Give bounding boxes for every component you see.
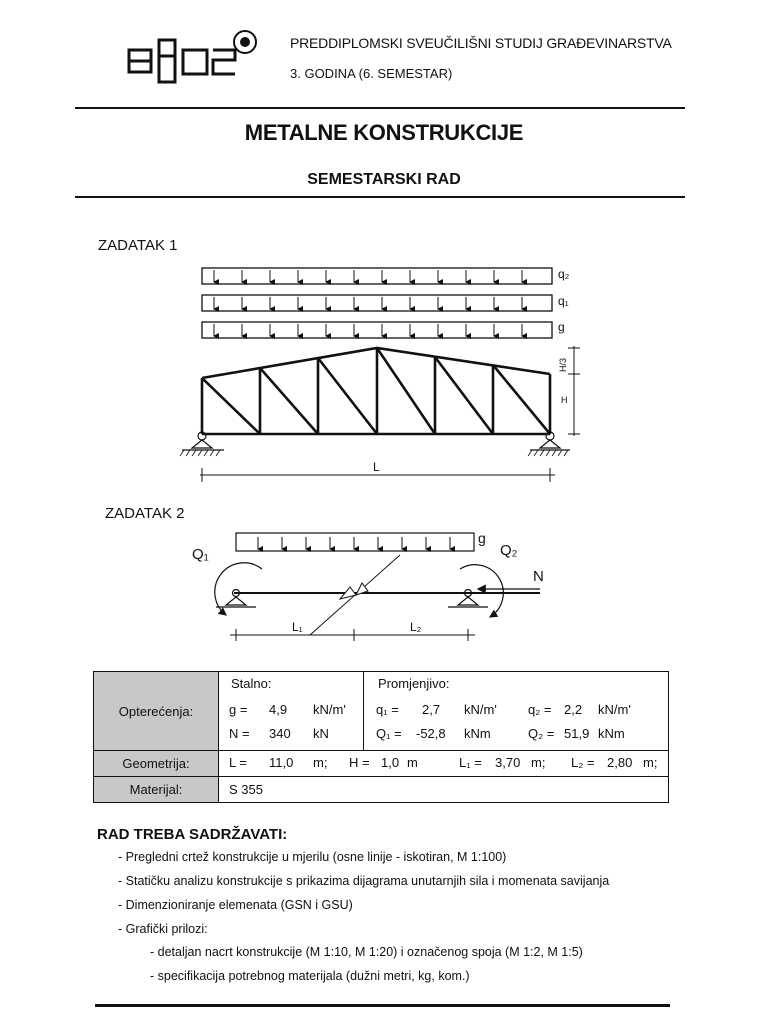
requirement-item: - Grafički prilozi: xyxy=(118,922,208,936)
H-value: 1,0 xyxy=(381,755,400,770)
permanent-label: Stalno: xyxy=(231,676,272,691)
Q1-value: -52,8 xyxy=(416,726,446,741)
L2-label: L₂ = xyxy=(571,755,595,770)
L2-unit: m; xyxy=(643,755,658,770)
variable-loads-cell xyxy=(364,672,669,751)
Q2-value: 51,9 xyxy=(564,726,590,741)
L1-unit: m; xyxy=(531,755,546,770)
load-label-q2: q₂ xyxy=(558,267,570,281)
q1-label: q₁ = xyxy=(376,702,399,717)
q1-unit: kN/m' xyxy=(464,702,497,717)
H-unit: m xyxy=(407,755,418,770)
load-label-q1: q₁ xyxy=(558,294,569,308)
q1-value: 2,7 xyxy=(422,702,441,717)
requirement-subtext: detaljan nacrt konstrukcije (M 1:10, M 1:20) i označenog spoja (M 1:2, M 1:5) xyxy=(157,945,583,959)
H-label: H = xyxy=(349,755,370,770)
requirement-item: - Pregledni crtež konstrukcije u mjerilu (osne linije - iskotiran, M 1:100) xyxy=(118,850,507,864)
g-value: 4,9 xyxy=(269,702,288,717)
q2-unit: kN/m' xyxy=(598,702,631,717)
material-header: Materijal: xyxy=(94,777,219,803)
requirement-item: - Dimenzioniranje elemenata (GSN i GSU) xyxy=(118,898,353,912)
material-value: S 355 xyxy=(229,782,263,797)
requirements-title: RAD TREBA SADRŽAVATI: xyxy=(97,826,288,843)
requirement-subtext: specifikacija potrebnog materijala (dužni metri, kg, kom.) xyxy=(157,969,470,983)
truss-diagram xyxy=(170,260,590,490)
loads-header: Opterećenja: xyxy=(94,672,219,751)
L-value: 11,0 xyxy=(269,755,294,770)
requirement-subitem: - specifikacija potrebnog materijala (dužni metri, kg, kom.) xyxy=(150,969,470,983)
footer-divider xyxy=(95,1004,670,1007)
geometry-header: Geometrija: xyxy=(94,751,219,777)
dimension-h3: H/3 xyxy=(558,357,568,372)
task2-label: ZADATAK 2 xyxy=(105,505,185,522)
n-value: 340 xyxy=(269,726,291,741)
dimension-h: H xyxy=(561,395,568,405)
task1-label: ZADATAK 1 xyxy=(98,237,178,254)
g-label: g = xyxy=(229,702,248,717)
title-divider xyxy=(75,196,685,198)
Q1-label: Q₁ = xyxy=(376,726,402,741)
L-unit: m; xyxy=(313,755,328,770)
header-divider xyxy=(75,107,685,109)
variable-label: Promjenjivo: xyxy=(378,676,450,691)
L2-value: 2,80 xyxy=(607,755,633,770)
n-unit: kN xyxy=(313,726,329,741)
permanent-loads-cell xyxy=(219,672,364,751)
requirement-text: Statičku analizu konstrukcije s prikazima dijagrama unutarnjih sila i momenata savijanja xyxy=(125,874,610,888)
Q2-label: Q₂ = xyxy=(528,726,555,741)
dimension-l: L xyxy=(373,460,380,474)
requirement-text: Pregledni crtež konstrukcije u mjerilu (osne linije - iskotiran, M 1:100) xyxy=(125,850,507,864)
study-program: PREDDIPLOMSKI SVEUČILIŠNI STUDIJ GRAĐEVINARSTVA xyxy=(290,35,672,51)
load-label-g: g xyxy=(558,320,565,334)
parameters-table xyxy=(93,671,669,803)
material-cell xyxy=(219,777,669,803)
beam-load-g: g xyxy=(478,530,486,546)
Q1-unit: kNm xyxy=(464,726,491,741)
requirement-item: - Statičku analizu konstrukcije s prikazima dijagrama unutarnjih sila i momenata savijanja xyxy=(118,874,610,888)
n-label: N = xyxy=(229,726,250,741)
L1-label: L₁ = xyxy=(459,755,482,770)
Q2-unit: kNm xyxy=(598,726,625,741)
L-label: L = xyxy=(229,755,247,770)
study-year: 3. GODINA (6. SEMESTAR) xyxy=(290,66,453,81)
moment-q1: Q₁ xyxy=(192,546,209,563)
g-unit: kN/m' xyxy=(313,702,346,717)
axial-force-n: N xyxy=(533,568,544,585)
q2-label: q₂ = xyxy=(528,702,552,717)
document-subtitle: SEMESTARSKI RAD xyxy=(307,171,461,188)
L1-value: 3,70 xyxy=(495,755,521,770)
span-l1: L₁ xyxy=(292,620,303,634)
geometry-cell xyxy=(219,751,669,777)
document-title: METALNE KONSTRUKCIJE xyxy=(244,120,524,145)
faculty-logo xyxy=(125,28,260,88)
moment-q2: Q₂ xyxy=(500,542,518,559)
requirement-text: Dimenzioniranje elemenata (GSN i GSU) xyxy=(125,898,353,912)
requirement-subitem: - detaljan nacrt konstrukcije (M 1:10, M 1:20) i označenog spoja (M 1:2, M 1:5) xyxy=(150,945,583,959)
span-l2: L₂ xyxy=(410,620,422,634)
q2-value: 2,2 xyxy=(564,702,583,717)
requirement-text: Grafički prilozi: xyxy=(125,922,208,936)
